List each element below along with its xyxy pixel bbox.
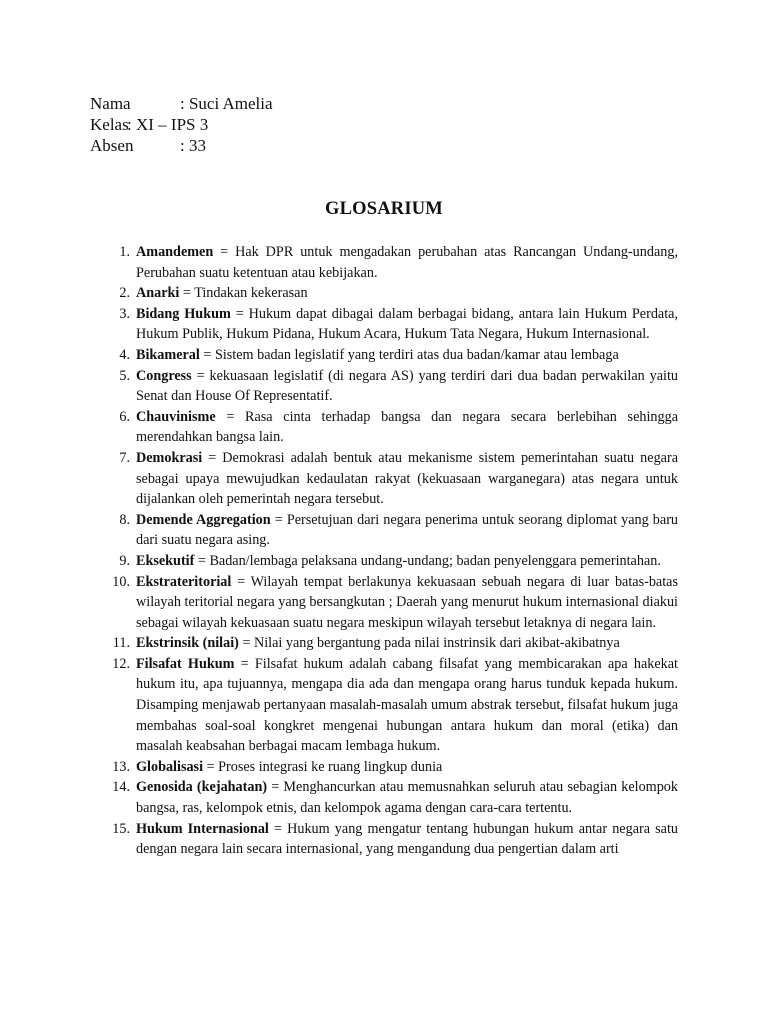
entry-number: 14. xyxy=(112,779,130,796)
entry-definition: = Filsafat hukum adalah cabang filsafat yang membicarakan apa hakekat hukum itu, apa tujuannya, mengapa dia ada dan mengapa orang harus tunduk kepada hukum. Disamping menjawab pertanyaan masalah-masalah umum abstrak tersebut, filsafat hukum juga membahas soal-soal kongkret mengenai hubungan antara hukum dan moral (etika) dan masalah keabsahan berbagai macam lembaga hukum. xyxy=(136,655,679,755)
entry-number: 5. xyxy=(119,367,130,384)
entry-term: Filsafat Hukum xyxy=(136,655,235,672)
entry-term: Globalisasi xyxy=(136,758,204,775)
attendance-value: : 33 xyxy=(180,136,206,155)
entry-number: 4. xyxy=(119,346,130,363)
name-row xyxy=(90,93,273,114)
entry-term: Amandemen xyxy=(136,244,214,260)
entry-definition: = Sistem badan legislatif yang terdiri atas dua badan/kamar atau lembaga xyxy=(199,346,619,363)
entry-number: 7. xyxy=(119,449,130,466)
glossary-entry xyxy=(106,242,678,283)
glossary-entry xyxy=(106,819,678,860)
glossary-entry xyxy=(106,448,678,510)
glossary-entry xyxy=(106,510,678,551)
glossary-entry xyxy=(106,283,678,304)
entry-number: 2. xyxy=(119,285,130,302)
entry-definition: = Tindakan kekerasan xyxy=(179,285,308,302)
glossary-entry xyxy=(106,345,678,366)
glossary-entry xyxy=(106,551,678,572)
entry-definition: = Rasa cinta terhadap bangsa dan negara secara berlebihan sehingga merendahkan bangsa lain. xyxy=(136,408,678,446)
entry-definition: = Wilayah tempat berlakunya kekuasaan sebuah negara di luar batas-batas wilayah teritorial negara yang bersangkutan ; Daerah yang menurut hukum internasional diakui sebagai wilayah kekuasaan suatu negara meskipun wilayah tersebut letaknya di negara lain. xyxy=(136,573,678,631)
entry-term: Anarki xyxy=(136,285,180,302)
entry-term: Bikameral xyxy=(136,346,200,363)
entry-term: Eksekutif xyxy=(136,552,195,569)
entry-number: 11. xyxy=(112,635,130,652)
entry-number: 8. xyxy=(119,511,130,528)
name-value: : Suci Amelia xyxy=(180,94,273,113)
entry-definition: = Demokrasi adalah bentuk atau mekanisme sistem pemerintahan suatu negara sebagai upaya mewujudkan kedaulatan rakyat (kekuasaan warganegara) atas negara untuk dijalankan oleh pemerintah negara tersebut. xyxy=(136,449,678,508)
attendance-row xyxy=(90,135,206,156)
name-label: Nama xyxy=(90,94,131,113)
entry-number: 12. xyxy=(112,655,130,672)
glossary-entry xyxy=(106,572,678,634)
entry-definition: = Nilai yang bergantung pada nilai instrinsik dari akibat-akibatnya xyxy=(238,635,620,652)
entry-term: Demende Aggregation xyxy=(136,511,271,528)
entry-number: 9. xyxy=(119,552,130,569)
student-info xyxy=(90,93,273,156)
entry-definition: = Menghancurkan atau memusnahkan seluruh atau sebagian kelompok bangsa, ras, kelompok etnis, dan kelompok agama dengan cara-cara tertentu. xyxy=(136,779,678,817)
glossary-list xyxy=(106,242,678,860)
entry-term: Hukum Internasional xyxy=(136,820,269,837)
attendance-label: Absen xyxy=(90,136,134,155)
entry-definition: = Badan/lembaga pelaksana undang-undang; badan penyelenggara pemerintahan. xyxy=(194,552,661,569)
entry-term: Ekstrateritorial xyxy=(136,573,232,590)
entry-number: 10. xyxy=(112,573,130,590)
entry-definition: = Hukum yang mengatur tentang hubungan hukum antar negara satu dengan negara lain secara internasional, yang mengandung dua pengertian dalam arti xyxy=(136,820,678,858)
entry-definition: = Hak DPR untuk mengadakan perubahan atas Rancangan Undang-undang, Perubahan suatu ketentuan atau kebijakan. xyxy=(136,244,678,281)
glossary-entry xyxy=(106,757,678,778)
class-value: : XI – IPS 3 xyxy=(127,115,209,134)
entry-definition: = Hukum dapat dibagai dalam berbagai bidang, antara lain Hukum Perdata, Hukum Publik, Hukum Pidana, Hukum Acara, Hukum Tata Negara, Hukum Internasional. xyxy=(136,305,678,343)
entry-term: Demokrasi xyxy=(136,449,203,466)
entry-number: 1. xyxy=(119,244,130,260)
entry-definition: = Persetujuan dari negara penerima untuk seorang diplomat yang baru dari suatu negara asing. xyxy=(136,511,679,549)
entry-definition: = kekuasaan legislatif (di negara AS) yang terdiri dari dua badan perwakilan yaitu Senat dan House Of Representatif. xyxy=(136,367,678,405)
glossary-entry xyxy=(106,777,678,818)
entry-number: 15. xyxy=(112,820,130,837)
glossary-entry xyxy=(106,366,678,407)
entry-number: 6. xyxy=(119,408,130,425)
entry-definition: = Proses integrasi ke ruang lingkup dunia xyxy=(203,758,443,775)
class-label: Kelas xyxy=(90,115,129,134)
glossary-entry xyxy=(106,654,678,757)
entry-term: Chauvinisme xyxy=(136,408,216,425)
entry-number: 13. xyxy=(112,758,130,775)
entry-number: 3. xyxy=(119,305,130,322)
glossary-entry xyxy=(106,304,678,345)
glossary-entry xyxy=(106,633,678,654)
class-row xyxy=(90,114,209,135)
page-title: GLOSARIUM xyxy=(325,199,443,219)
entry-term: Ekstrinsik (nilai) xyxy=(136,635,239,652)
glossary-entry xyxy=(106,407,678,448)
entry-term: Genosida (kejahatan) xyxy=(136,779,268,796)
entry-term: Congress xyxy=(136,367,192,384)
entry-term: Bidang Hukum xyxy=(136,305,231,322)
